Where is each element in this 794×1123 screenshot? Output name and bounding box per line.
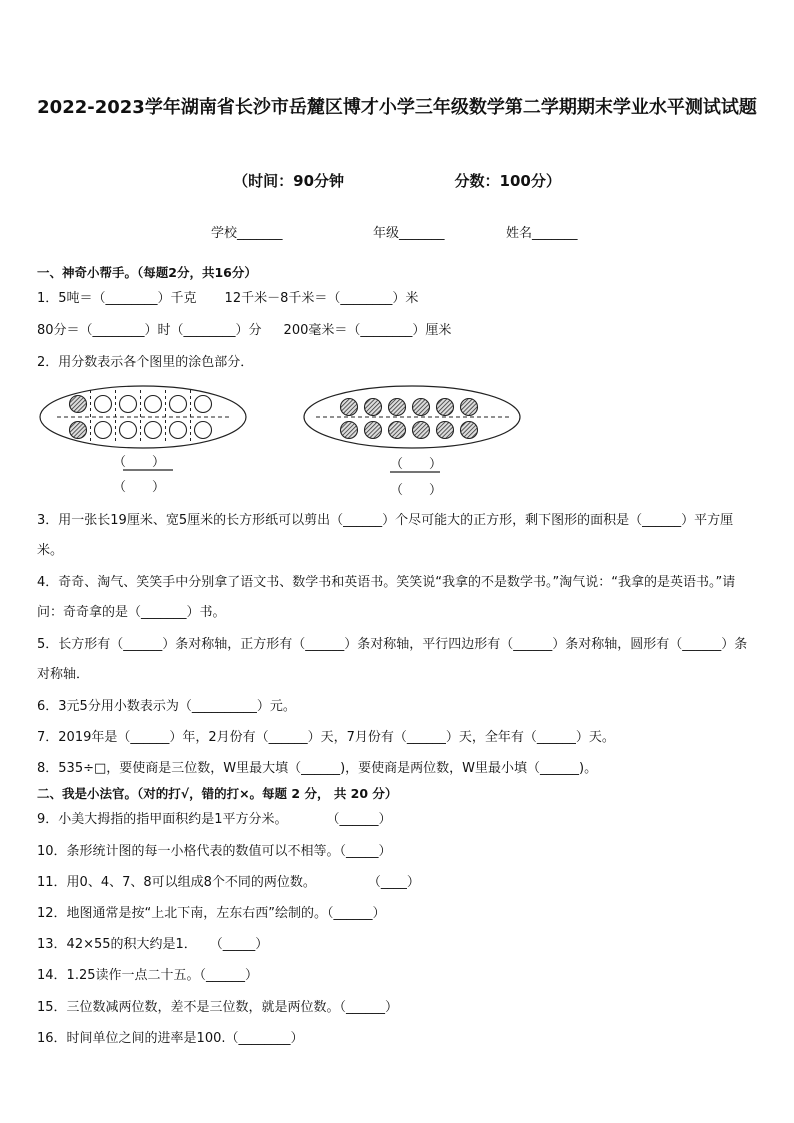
blank-circle (120, 396, 137, 413)
question-6: 6．3元5分用小数表示为（__________）元。 (37, 699, 296, 714)
shaded-circle (461, 399, 478, 416)
question-1-row1 (37, 290, 757, 308)
section2-heading: 二、我是小法官。（对的打√，错的打×。每题 2 分， 共 20 分） (37, 786, 398, 801)
question-11: 11．用0、4、7、8可以组成8个不同的两位数。 （____） (37, 875, 420, 890)
shaded-circle (365, 399, 382, 416)
grade-field[interactable]: 年级_______ (373, 226, 445, 241)
question-9: 9．小美大拇指的指甲面积约是1平方分米。 （______） (37, 812, 392, 827)
q1-part-d: 200毫米＝（________）厘米 (283, 323, 452, 338)
shaded-circle (413, 422, 430, 439)
question-12: 12．地图通常是按“上北下南，左东右西”绘制的。（______） (37, 906, 386, 921)
shaded-circle (341, 399, 358, 416)
shaded-circle (437, 422, 454, 439)
question-8: 8．535÷□，要使商是三位数，W里最大填（______)，要使商是两位数，W里最小填（______)。 (37, 761, 598, 776)
shaded-circle (365, 422, 382, 439)
section1-heading: 一、神奇小帮手。（每题2分，共16分） (37, 265, 257, 280)
document-title: 2022-2023学年湖南省长沙市岳麓区博才小学三年级数学第二学期期末学业水平测试试题 (37, 97, 757, 118)
question-3: 3．用一张长19厘米、宽5厘米的长方形纸可以剪出（______）个尽可能大的正方形，剩下图形的面积是（______）平方厘米。 (37, 513, 734, 558)
blank-circle (120, 422, 137, 439)
question-2: 2．用分数表示各个图里的涂色部分． (37, 355, 254, 370)
shaded-circle (389, 399, 406, 416)
shaded-circle (461, 422, 478, 439)
question-7: 7．2019年是（______）年，2月份有（______）天，7月份有（______）天，全年有（______）天。 (37, 730, 615, 745)
fraction-figure-2-denominator: （ ） (390, 483, 443, 498)
q1-part-c: 80分＝（________）时（________）分 (37, 323, 262, 338)
blank-circle (95, 396, 112, 413)
blank-circle (170, 396, 187, 413)
exam-score: 分数：100分） (454, 172, 561, 190)
question-13: 13．42×55的积大约是1． （_____） (37, 937, 269, 952)
blank-circle (195, 396, 212, 413)
blank-circle (145, 422, 162, 439)
q1-part-b: 12千米－8千米＝（________）米 (224, 291, 419, 306)
question-16: 16．时间单位之间的进率是100.（________） (37, 1031, 304, 1046)
shaded-circle (437, 399, 454, 416)
fraction-figure-2-numerator: （ ） (390, 457, 443, 472)
question-15: 15．三位数减两位数，差不是三位数，就是两位数。（______） (37, 1000, 399, 1015)
name-field[interactable]: 姓名_______ (506, 226, 578, 241)
question-5: 5．长方形有（______）条对称轴，正方形有（______）条对称轴，平行四边形有（______）条对称轴，圆形有（______）条对称轴． (37, 637, 748, 682)
shaded-circle (70, 396, 87, 413)
school-field[interactable]: 学校_______ (211, 226, 283, 241)
blank-circle (195, 422, 212, 439)
shaded-circle (389, 422, 406, 439)
question-4: 4．奇奇、淘气、笑笑手中分别拿了语文书、数学书和英语书。笑笑说“我拿的不是数学书。”淘气说：“我拿的是英语书。”请问：奇奇拿的是（_______）书。 (37, 575, 736, 620)
fraction-figure-1-denominator: （ ） (113, 480, 166, 495)
shaded-circle (341, 422, 358, 439)
question-14: 14．1.25读作一点二十五。（______） (37, 968, 258, 983)
exam-time: （时间：90分钟 (233, 172, 345, 190)
question-1-row2 (37, 322, 757, 340)
fraction-figure-1-numerator: （ ） (113, 455, 166, 470)
blank-circle (95, 422, 112, 439)
exam-meta (0, 170, 794, 191)
question-10: 10．条形统计图的每一小格代表的数值可以不相等。（_____） (37, 844, 392, 859)
shaded-circle (413, 399, 430, 416)
q1-part-a: 1．5吨＝（________）千克 (37, 291, 197, 306)
blank-circle (170, 422, 187, 439)
shaded-circle (70, 422, 87, 439)
blank-circle (145, 396, 162, 413)
